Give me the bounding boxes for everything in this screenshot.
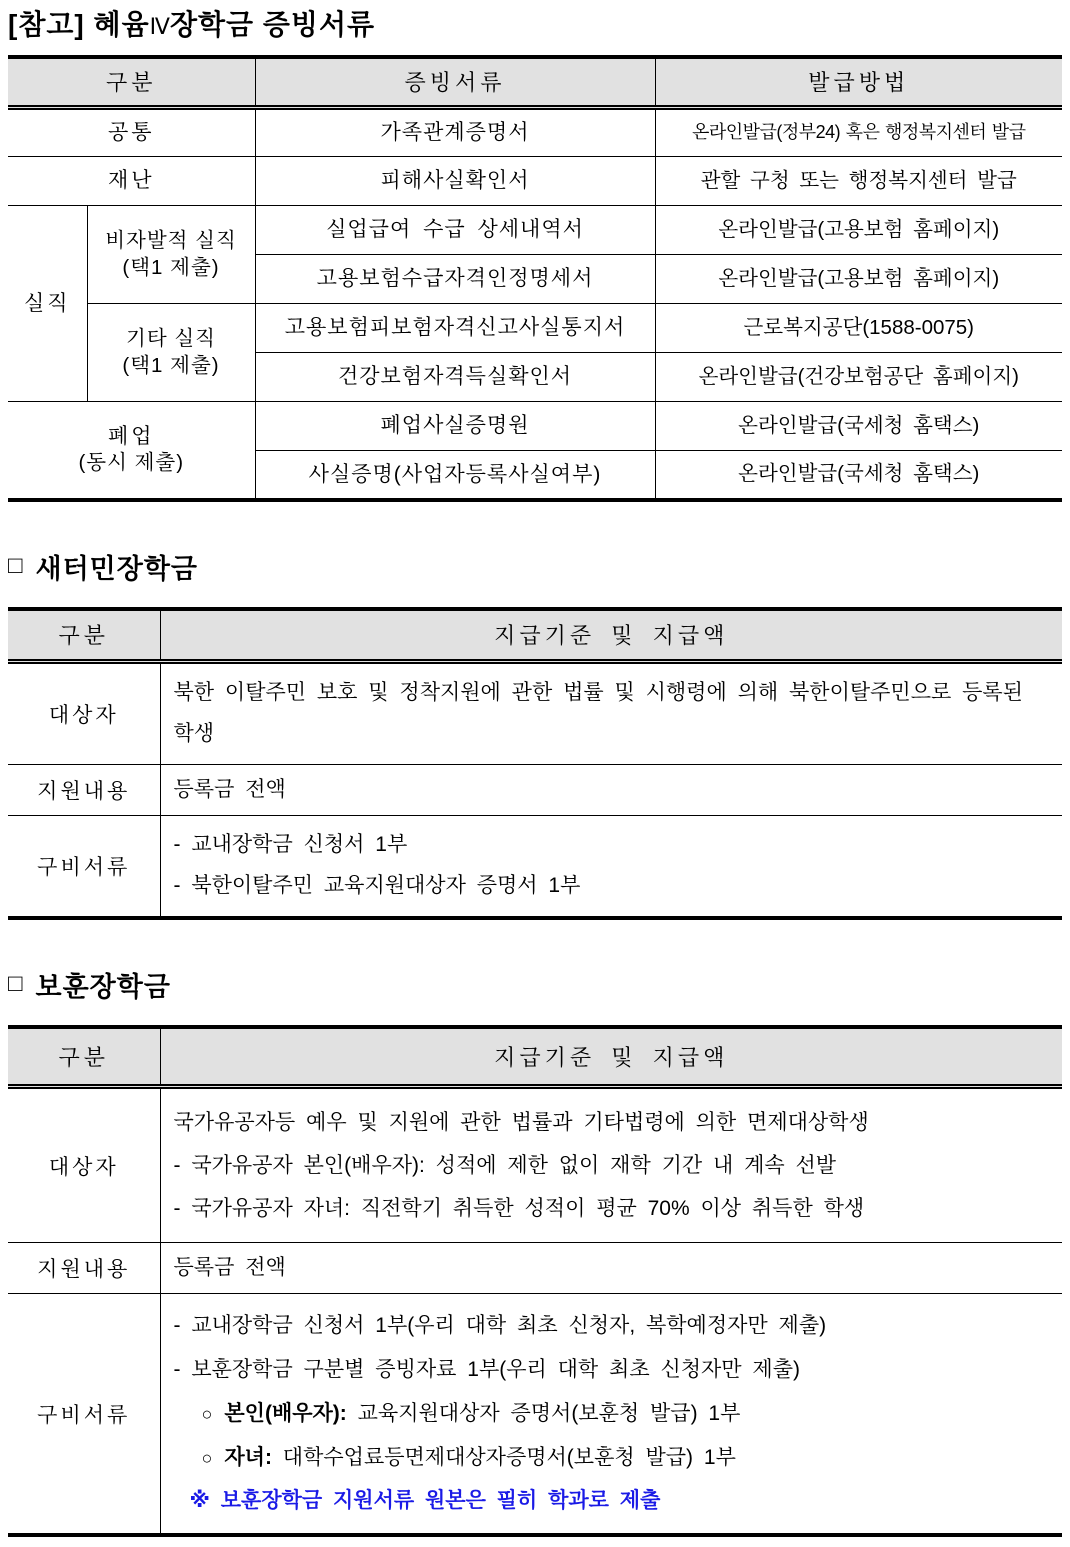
cell-otherjobloss-method-2: 온라인발급(건강보험공단 홈페이지) bbox=[655, 353, 1062, 402]
bohun-row-support bbox=[8, 1243, 1062, 1294]
evidence-documents-table bbox=[8, 55, 1062, 502]
cell-otherjobloss-label bbox=[87, 304, 255, 402]
saeteomin-row-support bbox=[8, 764, 1062, 815]
section-heading-saeteomin-label: 새터민장학금 bbox=[35, 553, 198, 584]
otherjobloss-label-line2: (택1 제출) bbox=[122, 353, 220, 377]
bohun-docs-sub2-label: 자녀: bbox=[224, 1445, 272, 1469]
page-title-roman-numeral: Ⅳ bbox=[149, 14, 170, 39]
header-document: 증빙서류 bbox=[255, 57, 655, 108]
bohun-docs-line2: - 보훈장학금 구분별 증빙자료 1부(우리 대학 최초 신청자만 제출) bbox=[173, 1358, 800, 1382]
cell-otherjobloss-doc-2: 건강보험자격득실확인서 bbox=[255, 353, 655, 402]
bohun-docs-sub1-text: 교육지원대상자 증명서(보훈청 발급) 1부 bbox=[357, 1401, 741, 1425]
table-row-closure-1 bbox=[8, 402, 1062, 451]
circle-bullet-icon: ○ bbox=[201, 1403, 213, 1424]
saeteomin-row-docs bbox=[8, 815, 1062, 917]
bohun-support-text: 등록금 전액 bbox=[160, 1243, 1062, 1294]
cell-closure-label bbox=[8, 402, 255, 500]
cell-closure-doc-1: 폐업사실증명원 bbox=[255, 402, 655, 451]
cell-common-method: 온라인발급(정부24) 혹은 행정복지센터 발급 bbox=[655, 108, 1062, 157]
bohun-target-text bbox=[160, 1087, 1062, 1243]
bohun-table bbox=[8, 1025, 1062, 1537]
table-row-jobloss-3 bbox=[8, 304, 1062, 353]
section-heading-bohun-label: 보훈장학금 bbox=[35, 971, 171, 1002]
bohun-header-row bbox=[8, 1027, 1062, 1087]
otherjobloss-label-line1: 기타 실직 bbox=[126, 326, 216, 350]
closure-label-line2: (동시 제출) bbox=[78, 451, 185, 475]
table-row-disaster bbox=[8, 157, 1062, 206]
saeteomin-docs-line2: - 북한이탈주민 교육지원대상자 증명서 1부 bbox=[173, 873, 581, 897]
bohun-docs-subline2 bbox=[174, 1436, 1050, 1480]
bohun-target-intro: 국가유공자등 예우 및 지원에 관한 법률과 기타법령에 의한 면제대상학생 bbox=[173, 1111, 869, 1135]
cell-disaster-doc: 피해사실확인서 bbox=[255, 157, 655, 206]
bohun-docs-line1: - 교내장학금 신청서 1부(우리 대학 최초 신청자, 복학예정자만 제출) bbox=[173, 1314, 827, 1338]
bohun-docs-label: 구비서류 bbox=[8, 1294, 160, 1535]
section-heading-bohun bbox=[8, 965, 1062, 1004]
saeteomin-row-target bbox=[8, 662, 1062, 765]
table-row-jobloss-1 bbox=[8, 206, 1062, 255]
header-category: 구분 bbox=[8, 57, 255, 108]
bohun-support-label: 지원내용 bbox=[8, 1243, 160, 1294]
closure-label-line1: 폐업 bbox=[107, 424, 155, 448]
bohun-header-criteria: 지급기준 및 지급액 bbox=[160, 1027, 1062, 1087]
saeteomin-support-label: 지원내용 bbox=[8, 764, 160, 815]
bohun-docs-sub1-label: 본인(배우자): bbox=[224, 1401, 347, 1425]
bohun-header-category: 구분 bbox=[8, 1027, 160, 1087]
cell-common-doc: 가족관계증명서 bbox=[255, 108, 655, 157]
cell-common-label: 공통 bbox=[8, 108, 255, 157]
cell-involuntary-doc-2: 고용보험수급자격인정명세서 bbox=[255, 255, 655, 304]
cell-involuntary-method-2: 온라인발급(고용보험 홈페이지) bbox=[655, 255, 1062, 304]
cell-involuntary-label bbox=[87, 206, 255, 304]
cell-otherjobloss-doc-1: 고용보험피보험자격신고사실통지서 bbox=[255, 304, 655, 353]
saeteomin-support-text: 등록금 전액 bbox=[160, 764, 1062, 815]
table-header-row bbox=[8, 57, 1062, 108]
bohun-docs-note: ※ 보훈장학금 지원서류 원본은 필히 학과로 제출 bbox=[189, 1489, 661, 1513]
bohun-docs-sub2-text: 대학수업료등면제대상자증명서(보훈청 발급) 1부 bbox=[282, 1445, 736, 1469]
header-issuance: 발급방법 bbox=[655, 57, 1062, 108]
saeteomin-docs-line1: - 교내장학금 신청서 1부 bbox=[173, 832, 408, 856]
saeteomin-docs-label: 구비서류 bbox=[8, 815, 160, 917]
page-title-prefix: [참고] 혜윰 bbox=[8, 9, 150, 40]
involuntary-label-line1: 비자발적 실직 bbox=[105, 228, 237, 252]
cell-disaster-method: 관할 구청 또는 행정복지센터 발급 bbox=[655, 157, 1062, 206]
checkbox-square-icon: □ bbox=[8, 970, 24, 998]
saeteomin-target-text: 북한 이탈주민 보호 및 정착지원에 관한 법률 및 시행령에 의해 북한이탈주민으로 등록된 학생 bbox=[160, 662, 1062, 765]
bohun-target-label: 대상자 bbox=[8, 1087, 160, 1243]
table-row-common bbox=[8, 108, 1062, 157]
cell-jobloss-label: 실직 bbox=[8, 206, 87, 402]
saeteomin-table bbox=[8, 607, 1062, 920]
saeteomin-target-label: 대상자 bbox=[8, 662, 160, 765]
cell-involuntary-doc-1: 실업급여 수급 상세내역서 bbox=[255, 206, 655, 255]
bohun-target-bullet2: - 국가유공자 자녀: 직전학기 취득한 성적이 평균 70% 이상 취득한 학생 bbox=[173, 1197, 865, 1221]
cell-involuntary-method-1: 온라인발급(고용보험 홈페이지) bbox=[655, 206, 1062, 255]
page-title bbox=[8, 8, 1062, 42]
bohun-docs-subline1 bbox=[174, 1392, 1050, 1436]
cell-closure-doc-2: 사실증명(사업자등록사실여부) bbox=[255, 451, 655, 500]
saeteomin-header-category: 구분 bbox=[8, 609, 160, 662]
cell-closure-method-1: 온라인발급(국세청 홈택스) bbox=[655, 402, 1062, 451]
checkbox-square-icon: □ bbox=[8, 552, 24, 580]
cell-closure-method-2: 온라인발급(국세청 홈택스) bbox=[655, 451, 1062, 500]
bohun-target-bullet1: - 국가유공자 본인(배우자): 성적에 제한 없이 재학 기간 내 계속 선발 bbox=[173, 1154, 837, 1178]
saeteomin-header-row bbox=[8, 609, 1062, 662]
bohun-row-target bbox=[8, 1087, 1062, 1243]
section-heading-saeteomin bbox=[8, 547, 1062, 586]
cell-disaster-label: 재난 bbox=[8, 157, 255, 206]
circle-bullet-icon: ○ bbox=[201, 1447, 213, 1468]
involuntary-label-line2: (택1 제출) bbox=[122, 255, 220, 279]
saeteomin-header-criteria: 지급기준 및 지급액 bbox=[160, 609, 1062, 662]
page-title-suffix: 장학금 증빙서류 bbox=[169, 9, 376, 40]
saeteomin-docs-text bbox=[160, 815, 1062, 917]
cell-otherjobloss-method-1: 근로복지공단(1588-0075) bbox=[655, 304, 1062, 353]
